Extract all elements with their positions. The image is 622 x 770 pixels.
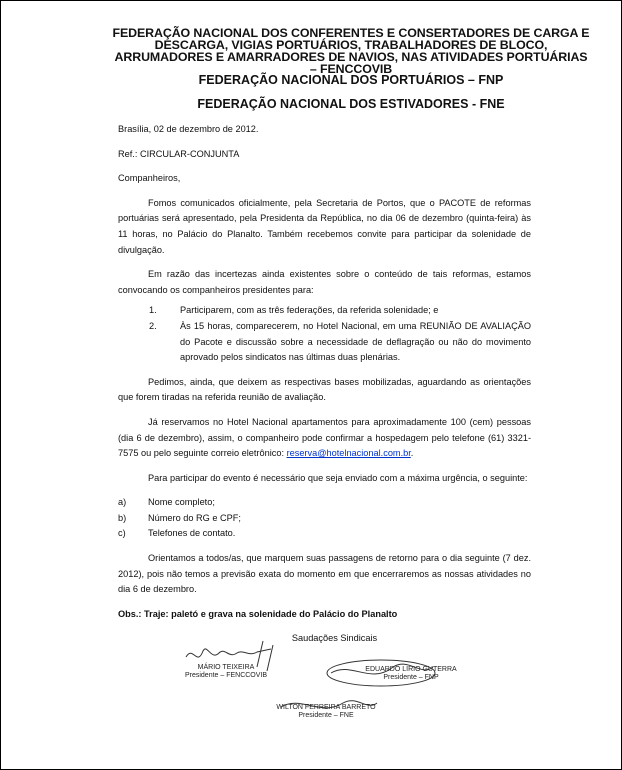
- letter-date: Brasília, 02 de dezembro de 2012.: [118, 124, 259, 134]
- paragraph-4: [118, 415, 531, 462]
- item-letter: c): [118, 528, 126, 539]
- letter-body: [118, 122, 531, 647]
- paragraph-5: Para participar do evento é necessário que seja enviado com a máxima urgência, o seguinte:: [148, 472, 528, 483]
- paragraph-6: Orientamos a todos/as, que marquem suas passagens de retorno para o dia seguinte (7 dez. 2012), pois não temos a previsão exata do momento em que encerraremos as nossas atividades no dia 6 de dezembro.: [118, 553, 531, 595]
- item-text: Participarem, com as três federações, da referida solenidade; e: [180, 305, 439, 316]
- item-letter: b): [118, 512, 127, 523]
- signature-block-fne: [271, 704, 381, 720]
- header-fenccovib: FEDERAÇÃO NACIONAL DOS CONFERENTES E CONSERTADORES DE CARGA E DESCARGA, VIGIAS PORTUÁRIOS, TRABALHADORES DE BLOCO, ARRUMADORES E AMARRADORES DE NAVIOS, NAS ATIVIDADES PORTUÁRIAS – FENCCOVIB: [112, 26, 590, 76]
- lettered-item: [118, 495, 531, 511]
- lettered-item: [118, 526, 531, 542]
- letter-greeting: Companheiros,: [118, 173, 181, 184]
- paragraph-2: Em razão das incertezas ainda existentes sobre o conteúdo de tais reformas, estamos convocando os companheiros presidentes para:: [118, 269, 531, 295]
- item-text: Telefones de contato.: [148, 528, 236, 539]
- signatory-name: MÁRIO TEIXEIRA: [197, 664, 255, 671]
- signatory-role: Presidente – FENCCOVIB: [184, 672, 268, 679]
- item-number: 1.: [149, 305, 157, 316]
- numbered-item: [118, 319, 531, 366]
- signatory-role: Presidente – FNP: [383, 674, 439, 681]
- paragraph-4-text: Já reservamos no Hotel Nacional apartamentos para aproximadamente 100 (cem) pessoas (dia 6 de dezembro), assim, o companheiro pode confirmar a hospedagem pelo telefone (61) 3321-7575 ou pelo seguinte correio eletrônico:: [118, 416, 531, 459]
- signatory-name: WILTON FERREIRA BARRETO: [276, 704, 376, 711]
- paragraph-3: Pedimos, ainda, que deixem as respectivas bases mobilizadas, aguardando as orientações que forem tiradas na referida reunião de avaliação.: [118, 376, 531, 403]
- item-text: Número do RG e CPF;: [148, 512, 241, 523]
- item-number: 2.: [149, 320, 157, 331]
- signatory-role: Presidente – FNE: [298, 712, 354, 719]
- item-letter: a): [118, 497, 127, 508]
- signature-block-fenccovib: [181, 664, 271, 680]
- closing-salutation: Saudações Sindicais: [291, 633, 378, 644]
- signature-block-fnp: [356, 666, 466, 682]
- paragraph-1: Fomos comunicados oficialmente, pela Secretaria de Portos, que o PACOTE de reformas portuárias será apresentado, pela Presidenta da República, no dia 06 de dezembro (quinta-feira) às 11 horas, no Palácio do Planalto. Também recebemos convite para participar da solenidade de divulgação.: [118, 197, 531, 255]
- item-text: Nome completo;: [148, 497, 215, 508]
- header-fne: FEDERAÇÃO NACIONAL DOS ESTIVADORES - FNE: [197, 97, 505, 111]
- numbered-item: [118, 303, 531, 319]
- letter-ref: Ref.: CIRCULAR-CONJUNTA: [118, 148, 240, 159]
- email-link[interactable]: reserva@hotelnacional.com.br: [286, 448, 411, 459]
- signature-scribble-1: [186, 649, 271, 657]
- signatory-name: EDUARDO LIRIO GUTERRA: [365, 666, 457, 673]
- lettered-item: [118, 511, 531, 527]
- obs-note: Obs.: Traje: paletó e grava na solenidade do Palácio do Planalto: [118, 608, 398, 619]
- header-fnp: FEDERAÇÃO NACIONAL DOS PORTUÁRIOS – FNP: [198, 73, 504, 87]
- paragraph-4-end: .: [410, 448, 414, 459]
- item-text: Às 15 horas, comparecerem, no Hotel Nacional, em uma REUNIÃO DE AVALIAÇÃO do Pacote e discussão sobre a necessidade de deflagração ou não do movimento aprovado pelos sindicatos nas últimas duas plenárias.: [180, 320, 531, 363]
